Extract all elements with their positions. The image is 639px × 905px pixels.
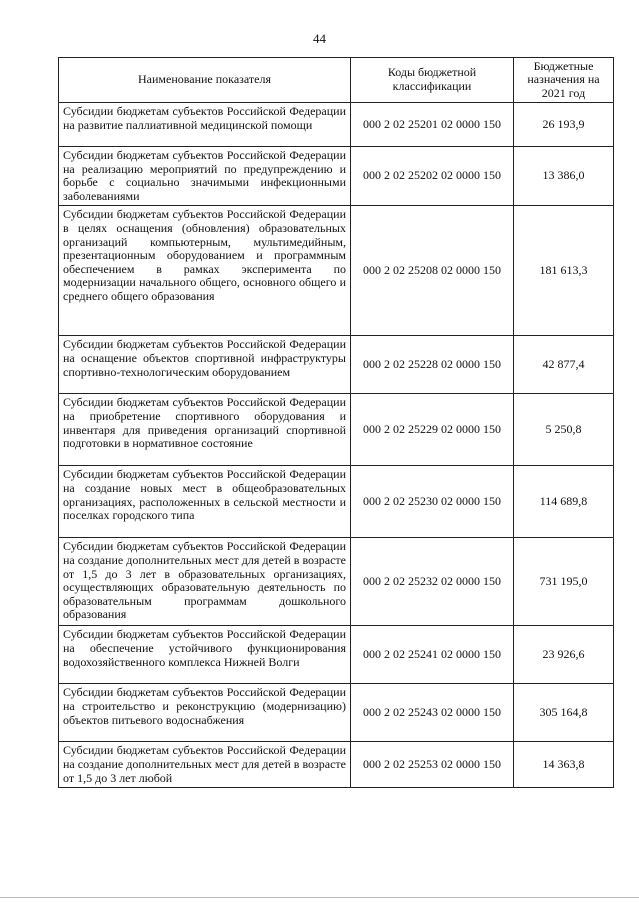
row-code: 000 2 02 25253 02 0000 150: [351, 742, 514, 788]
row-amount: 5 250,8: [514, 394, 614, 466]
bottom-rule: [0, 897, 639, 898]
row-code: 000 2 02 25230 02 0000 150: [351, 466, 514, 538]
header-code: Коды бюджетной классификации: [351, 58, 514, 103]
row-name: Субсидии бюджетам субъектов Российской Федерации на создание новых мест в общеобразовательных организациях, расположенных в сельской местности и поселках городского типа: [59, 466, 351, 538]
row-amount: 14 363,8: [514, 742, 614, 788]
row-code: 000 2 02 25202 02 0000 150: [351, 147, 514, 206]
table-row: [59, 147, 614, 206]
row-code: 000 2 02 25241 02 0000 150: [351, 626, 514, 684]
budget-table: [58, 57, 614, 788]
table-row: [59, 206, 614, 336]
row-name: Субсидии бюджетам субъектов Российской Федерации на создание дополнительных мест для детей в возрасте от 1,5 до 3 лет любой: [59, 742, 351, 788]
row-amount: 181 613,3: [514, 206, 614, 336]
header-amount: Бюджетные назначения на 2021 год: [514, 58, 614, 103]
row-code: 000 2 02 25232 02 0000 150: [351, 538, 514, 626]
header-name: Наименование показателя: [59, 58, 351, 103]
row-amount: 13 386,0: [514, 147, 614, 206]
row-name: Субсидии бюджетам субъектов Российской Федерации в целях оснащения (обновления) образовательных организаций компьютерным, мультимедийным, презентационным оборудованием и программным обеспечением в рамках эксперимента по модернизации начального общего, основного общего и среднего общего образования: [59, 206, 351, 336]
row-name: Субсидии бюджетам субъектов Российской Федерации на оснащение объектов спортивной инфраструктуры спортивно-технологическим оборудованием: [59, 336, 351, 394]
row-name: Субсидии бюджетам субъектов Российской Федерации на приобретение спортивного оборудования и инвентаря для приведения организаций спортивной подготовки в нормативное состояние: [59, 394, 351, 466]
row-name: Субсидии бюджетам субъектов Российской Федерации на обеспечение устойчивого функционирования водохозяйственного комплекса Нижней Волги: [59, 626, 351, 684]
row-amount: 42 877,4: [514, 336, 614, 394]
row-amount: 26 193,9: [514, 103, 614, 147]
table-row: [59, 626, 614, 684]
row-amount: 23 926,6: [514, 626, 614, 684]
row-amount: 731 195,0: [514, 538, 614, 626]
row-name: Субсидии бюджетам субъектов Российской Федерации на строительство и реконструкцию (модернизацию) объектов питьевого водоснабжения: [59, 684, 351, 742]
row-amount: 114 689,8: [514, 466, 614, 538]
table-row: [59, 466, 614, 538]
row-amount: 305 164,8: [514, 684, 614, 742]
page-number: 44: [313, 31, 326, 46]
table-row: [59, 336, 614, 394]
row-code: 000 2 02 25229 02 0000 150: [351, 394, 514, 466]
row-code: 000 2 02 25208 02 0000 150: [351, 206, 514, 336]
row-name: Субсидии бюджетам субъектов Российской Федерации на создание дополнительных мест для детей в возрасте от 1,5 до 3 лет в образовательных организациях, осуществляющих образовательную деятельность по образовательным программам дошкольного образования: [59, 538, 351, 626]
row-name: Субсидии бюджетам субъектов Российской Федерации на реализацию мероприятий по предупреждению и борьбе с социально значимыми инфекционными заболеваниями: [59, 147, 351, 206]
row-code: 000 2 02 25228 02 0000 150: [351, 336, 514, 394]
table-row: [59, 394, 614, 466]
row-code: 000 2 02 25201 02 0000 150: [351, 103, 514, 147]
table-row: [59, 103, 614, 147]
table-row: [59, 538, 614, 626]
table-header-row: [59, 58, 614, 103]
table-row: [59, 742, 614, 788]
row-code: 000 2 02 25243 02 0000 150: [351, 684, 514, 742]
row-name: Субсидии бюджетам субъектов Российской Федерации на развитие паллиативной медицинской помощи: [59, 103, 351, 147]
table-row: [59, 684, 614, 742]
